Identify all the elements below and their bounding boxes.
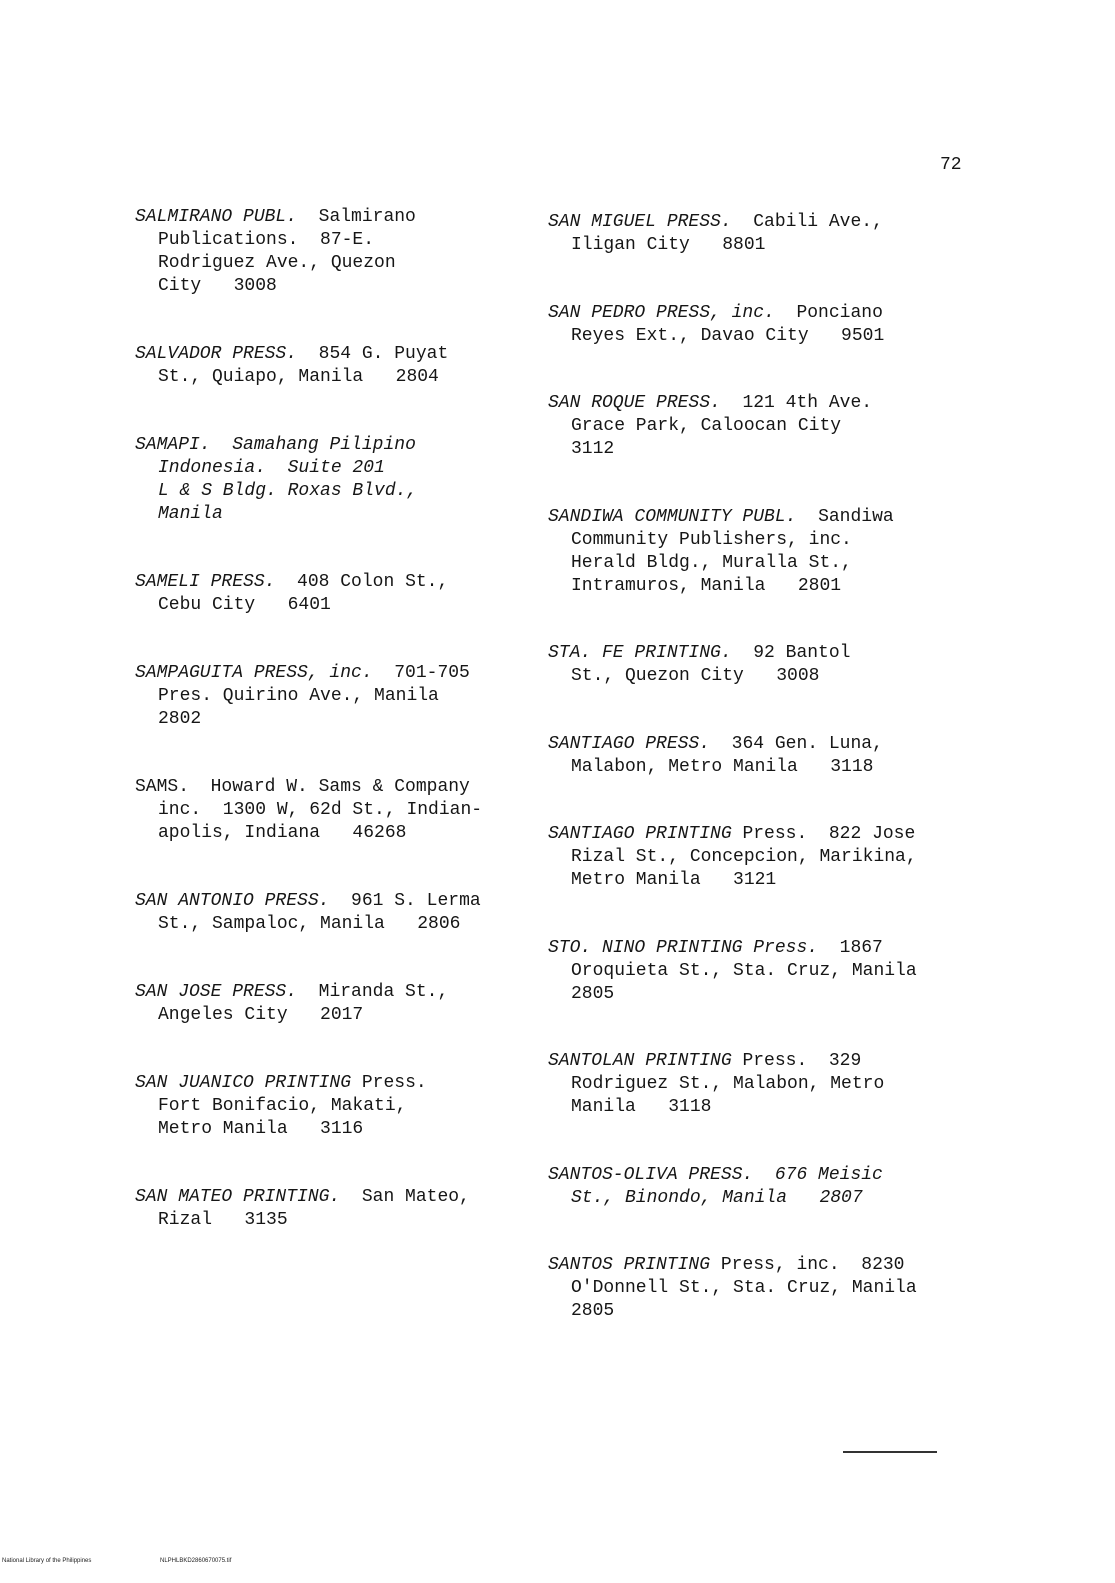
right-column [548,211,948,1368]
directory-entry [135,890,535,936]
entry-detail: 408 Colon St., [297,572,449,592]
footer-library-label: National Library of the Philippines [2,1558,92,1564]
entry-name: SALVADOR PRESS. [135,344,298,364]
entry-line: St., Binondo, Manila 2807 [571,1187,863,1208]
directory-entry [548,506,948,598]
entry-first-line [135,662,535,685]
entry-line: Manila [158,504,223,524]
entry-line: inc. 1300 W, 62d St., Indian- [158,800,483,820]
entry-first-line [135,1186,535,1209]
entry-detail: Press. [361,1073,427,1093]
entry-first-line [135,343,535,366]
entry-detail: 676 Meisic [774,1164,883,1185]
directory-entry [548,1164,948,1210]
entry-name: STO. NINO PRINTING Press. [548,937,819,958]
entry-name: SAN MATEO PRINTING. [135,1187,341,1207]
entry-line: Rodriguez St., Malabon, Metro [571,1074,885,1094]
directory-entry [135,981,535,1027]
entry-line: Metro Manila 3121 [571,870,777,890]
directory-entry [135,434,535,526]
entry-detail: 961 S. Lerma [351,891,481,911]
entry-detail: Press, inc. 8230 [720,1255,905,1275]
entry-line: Manila 3118 [571,1097,712,1117]
entry-name: SAMPAGUITA PRESS, inc. [135,663,373,683]
entry-name: SAMAPI. [135,435,211,455]
entry-name: SANDIWA COMMUNITY PUBL. [548,506,797,527]
entry-line: Fort Bonifacio, Makati, [158,1096,407,1116]
entry-name: STA. FE PRINTING. [548,643,732,663]
directory-entry [548,642,948,688]
entry-first-line [135,434,535,457]
entry-first-line [548,1050,948,1073]
entry-line: Herald Bldg., Muralla St., [571,552,852,573]
entry-first-line [548,823,948,846]
entry-line: 3112 [571,439,615,459]
entry-first-line [135,776,535,799]
entry-first-line [135,890,535,913]
directory-entry [135,662,535,731]
directory-entry [548,302,948,348]
entry-detail: Press. 329 [742,1051,862,1071]
entry-detail: Ponciano [796,302,883,323]
directory-entry [548,937,948,1006]
entry-line: Oroquieta St., Sta. Cruz, Manila [571,960,917,981]
entry-detail: Press. 822 Jose [742,824,916,844]
directory-entry [548,823,948,892]
entry-first-line [135,1072,535,1095]
entry-line: Intramuros, Manila 2801 [571,575,842,596]
directory-entry [135,1186,535,1232]
directory-entry [548,733,948,779]
entry-line: Rizal St., Concepcion, Marikina, [571,847,917,867]
directory-entry [135,206,535,298]
entry-detail: Sandiwa [818,506,894,527]
entry-line: Cebu City 6401 [158,595,331,615]
entry-line: Iligan City 8801 [571,235,766,255]
entry-line: Publications. 87-E. [158,230,375,250]
directory-entry [548,211,948,257]
entry-line: 2805 [571,983,615,1004]
entry-line: Rodriguez Ave., Quezon [158,253,396,273]
entry-line: Community Publishers, inc. [571,529,852,550]
entry-detail: SAMS. Howard W. Sams & Company [135,777,470,797]
directory-entry [135,776,535,845]
entry-first-line [548,1254,948,1277]
entry-line: St., Sampaloc, Manila 2806 [158,914,461,934]
entry-detail: 121 4th Ave. [742,393,873,413]
directory-entry [548,1050,948,1119]
entry-name: SAMELI PRESS. [135,572,276,592]
entry-line: O'Donnell St., Sta. Cruz, Manila [571,1278,917,1298]
entry-first-line [548,392,948,415]
entry-line: 2805 [571,1301,615,1321]
entry-line: Rizal 3135 [158,1210,288,1230]
entry-name: SALMIRANO PUBL. [135,207,298,227]
entry-line: 2802 [158,709,202,729]
entry-name: SANTIAGO PRESS. [548,733,711,754]
entry-first-line [548,733,948,756]
entry-first-line [548,302,948,325]
entry-name: SAN ROQUE PRESS. [548,393,721,413]
entry-detail: Salmirano [318,207,416,227]
entry-line: Pres. Quirino Ave., Manila [158,686,439,706]
directory-entry [135,571,535,617]
entry-name: SANTOS-OLIVA PRESS. [548,1164,754,1185]
entry-line: Indonesia. Suite 201 [158,458,385,478]
entry-line: St., Quezon City 3008 [571,666,820,686]
left-column [135,206,535,1277]
entry-detail: San Mateo, [361,1187,470,1207]
entry-line: Angeles City 2017 [158,1005,364,1025]
entry-line: apolis, Indiana 46268 [158,823,407,843]
directory-entry [135,1072,535,1141]
entry-line: Malabon, Metro Manila 3118 [571,756,874,777]
footer-rule [843,1451,937,1453]
entry-first-line [135,981,535,1004]
entry-detail: 364 Gen. Luna, [731,733,883,754]
entry-first-line [548,937,948,960]
entry-line: St., Quiapo, Manila 2804 [158,367,439,387]
entry-line: Metro Manila 3116 [158,1119,364,1139]
entry-name: SAN JUANICO PRINTING [135,1073,352,1093]
directory-entry [135,343,535,389]
entry-line: Reyes Ext., Davao City 9501 [571,325,885,346]
entry-detail: 1867 [839,937,883,958]
entry-name: SANTOS PRINTING [548,1255,711,1275]
entry-detail: 701-705 [394,663,470,683]
directory-entry [548,1254,948,1323]
entry-name: SAN JOSE PRESS. [135,982,298,1002]
directory-entry [548,392,948,461]
entry-name: SANTOLAN PRINTING [548,1051,732,1071]
entry-line: City 3008 [158,276,277,296]
entry-detail: 92 Bantol [753,643,851,663]
entry-detail: Cabili Ave., [753,212,883,232]
entry-detail: Samahang Pilipino [232,435,416,455]
entry-first-line [135,206,535,229]
entry-first-line [548,506,948,529]
entry-name: SAN PEDRO PRESS, inc. [548,302,775,323]
entry-first-line [548,1164,948,1187]
entry-first-line [548,642,948,665]
entry-line: L & S Bldg. Roxas Blvd., [158,481,418,501]
entry-detail: Miranda St., [318,982,449,1002]
entry-detail: 854 G. Puyat [318,344,449,364]
entry-name: SANTIAGO PRINTING [548,824,732,844]
entry-first-line [135,571,535,594]
page-number: 72 [940,155,962,175]
footer-file-name: NLPHLBKD2860670075.tif [160,1558,232,1564]
entry-name: SAN ANTONIO PRESS. [135,891,330,911]
entry-line: Grace Park, Caloocan City [571,416,842,436]
entry-first-line [548,211,948,234]
entry-name: SAN MIGUEL PRESS. [548,212,732,232]
